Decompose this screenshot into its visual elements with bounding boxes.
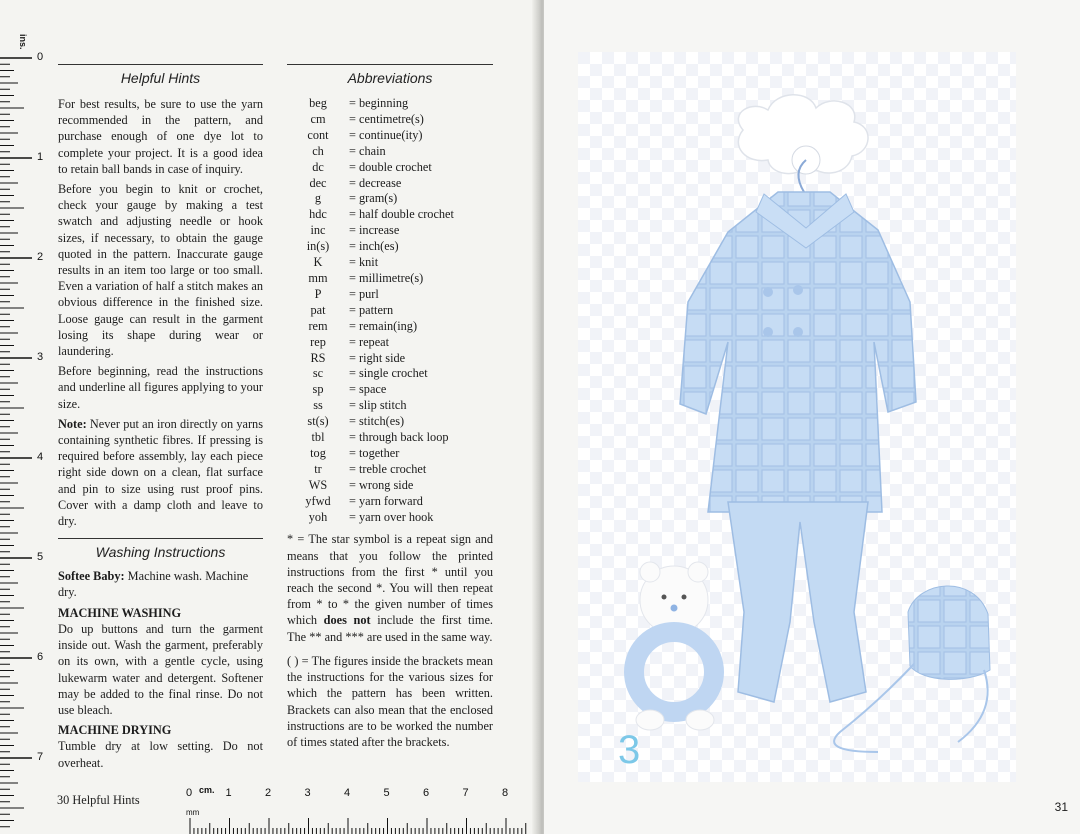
abbreviation-key: tog [310,445,326,460]
right-page-number: 31 [1054,800,1068,814]
abbreviation-row [287,351,493,367]
abbreviation-row [287,112,493,128]
abbreviation-meaning: = slip stitch [349,398,407,413]
baby-outfit-photo [578,52,1016,782]
brackets-explanation: ( ) = The figures inside the brackets mean the instructions for the various sizes for which the pattern has been written. Brackets can also mean that the enclosed instructions are to be worked the number of times stated after the brackets. [287,653,493,749]
inch-ruler-ticks [0,0,48,834]
inch-ruler-label: 1 [37,151,44,163]
abbreviation-row [287,223,493,239]
abbreviation-row [287,366,493,382]
baby-outfit-illustration [578,52,1016,782]
abbreviation-key: g [314,191,322,206]
machine-washing-heading: MACHINE WASHING [58,605,182,620]
abbreviation-key: WS [308,477,328,492]
abbreviation-meaning: = yarn forward [349,493,423,508]
washing-instructions-title: Washing Instructions [58,538,263,560]
cm-ruler-label: 0 [186,787,193,799]
abbreviation-key: pat [310,302,326,317]
abbreviation-row [287,207,493,223]
abbreviation-meaning: = wrong side [349,477,414,492]
abbreviation-meaning: = right side [349,350,406,365]
abbreviations-title: Abbreviations [287,64,493,86]
abbreviation-row [287,478,493,494]
inch-ruler-background [0,0,48,834]
brand-label: Softee Baby: [58,569,125,584]
cm-ruler-label: 2 [265,787,272,799]
abbreviation-key: yoh [308,509,328,524]
abbreviation-key: ss [313,398,323,413]
abbreviation-row [287,303,493,319]
abbreviation-key: P [314,286,322,301]
inch-ruler-label: 5 [37,551,44,563]
cm-ruler-units: cm. [199,785,215,795]
brand-text: Machine wash. Machine dry. [58,569,249,600]
abbreviations-table [287,96,493,525]
abbreviation-meaning: = millimetre(s) [349,270,424,285]
left-page [0,0,538,834]
abbreviation-row [287,430,493,446]
hint-paragraph-gauge: Before you begin to knit or crochet, check your gauge by making a test swatch and adjusting needle or hook sizes, if necessary, to obtain the gauge quoted in the pattern. Inaccurate gauge results in an item too large or too small. Even a variation of half a stitch makes an obvious difference in the finished size. Loose gauge can result in the garment losing its shape during wear or laundering. [58,182,263,359]
abbreviation-key: dec [309,175,327,190]
abbreviation-key: K [313,255,323,270]
abbreviation-row [287,144,493,160]
abbreviation-row [287,462,493,478]
abbreviation-meaning: = inch(es) [349,239,399,254]
brand-washing [58,568,263,600]
photo-number: 3 [618,728,641,772]
machine-drying-heading: MACHINE DRYING [58,723,172,738]
abbreviation-meaning: = knit [349,255,379,270]
abbreviation-key: st(s) [307,414,329,429]
hint-paragraph-yarn: For best results, be sure to use the yarn recommended in the pattern, and purchase enough of one dye lot to complete your project. It is a good idea to retain ball bands in case of inquiry. [58,97,263,176]
left-page-footer: 30 Helpful Hints [57,793,140,807]
abbreviation-meaning: = space [349,382,387,397]
star-explanation [287,531,493,644]
inch-ruler-units: ins. [18,34,28,50]
cm-ruler-label: 6 [423,787,430,799]
abbreviation-row [287,382,493,398]
cm-ruler-label: 4 [344,787,351,799]
abbreviation-key: rem [308,318,328,333]
abbreviation-key: cm [310,111,326,126]
inch-ruler-label: 0 [37,51,44,63]
abbreviation-key: sp [312,382,324,397]
abbreviation-key: mm [308,270,328,285]
star-text-bold: does not [323,613,371,628]
abbreviation-meaning: = centimetre(s) [349,111,424,126]
abbreviation-meaning: = decrease [349,175,402,190]
abbreviation-meaning: = beginning [349,96,409,110]
abbreviation-row [287,239,493,255]
cm-ruler-label: 1 [225,787,232,799]
cm-ruler-label: 8 [502,787,509,799]
abbreviation-meaning: = together [349,445,400,460]
cm-ruler-label: 5 [383,787,390,799]
mm-ruler-units: mm [186,808,200,817]
abbreviation-key: RS [310,350,326,365]
abbreviation-row [287,510,493,526]
abbreviation-row [287,494,493,510]
machine-drying-text: Tumble dry at low setting. Do not overheat. [58,739,263,770]
hint-paragraph-instructions: Before beginning, read the instructions and underline all figures applying to your size. [58,364,263,411]
abbreviation-row [287,176,493,192]
abbreviation-key: sc [312,366,324,381]
abbreviation-row [287,319,493,335]
abbreviation-row [287,414,493,430]
abbreviation-meaning: = through back loop [349,430,449,445]
abbreviation-key: tr [314,461,322,476]
abbreviation-key: ch [312,143,324,158]
abbreviation-meaning: = treble crochet [349,461,427,476]
helpful-hints-title: Helpful Hints [58,64,263,86]
abbreviation-meaning: = increase [349,223,400,238]
abbreviation-row [287,287,493,303]
abbreviation-meaning: = double crochet [349,159,432,174]
abbreviation-meaning: = pattern [349,302,394,317]
cm-ruler-label: 7 [462,787,469,799]
abbreviation-row [287,255,493,271]
abbreviation-key: cont [307,127,329,142]
right-column [287,64,493,754]
abbreviation-meaning: = chain [349,143,386,158]
abbreviation-meaning: = remain(ing) [349,318,418,333]
right-page [544,0,1080,834]
abbreviation-meaning: = single crochet [349,366,428,381]
abbreviation-key: yfwd [305,493,331,508]
abbreviation-row [287,398,493,414]
inch-ruler-label: 3 [37,351,44,363]
cm-ruler-ticks [180,782,534,834]
abbreviation-meaning: = purl [349,286,379,301]
hint-note [58,416,263,529]
abbreviation-meaning: = continue(ity) [349,127,423,142]
abbreviation-key: dc [312,159,324,174]
abbreviation-row [287,160,493,176]
note-label: Note: [58,416,87,431]
star-text-b: include the first time. The ** and *** are used in the same way. [287,613,493,644]
abbreviation-meaning: = repeat [349,334,390,349]
machine-washing-text: Do up buttons and turn the garment inside out. Wash the garment, preferably on its own, with a gentle cycle, using lukewarm water and detergent. Softener may be added to the final rinse. Do not use bleach. [58,621,263,717]
abbreviation-key: inc [310,223,326,238]
inch-ruler-label: 6 [37,651,44,663]
abbreviation-row [287,335,493,351]
abbreviation-key: tbl [311,430,325,445]
abbreviation-meaning: = gram(s) [349,191,398,206]
abbreviation-key: rep [310,334,326,349]
inch-ruler-label: 7 [37,751,44,763]
abbreviation-key: beg [309,96,327,110]
abbreviation-row [287,271,493,287]
abbreviation-key: in(s) [306,239,330,254]
abbreviation-row [287,191,493,207]
left-column [58,64,263,775]
abbreviation-meaning: = stitch(es) [349,414,405,429]
inch-ruler-label: 4 [37,451,44,463]
star-text-a: * = The star symbol is a repeat sign and means that you follow the printed instructions from the first * until you reach the second *. You will then repeat from * to * the given number of times which [287,532,493,628]
abbreviation-meaning: = yarn over hook [349,509,434,524]
abbreviation-meaning: = half double crochet [349,207,454,222]
inch-ruler [0,0,48,834]
abbreviation-row [287,446,493,462]
inch-ruler-label: 2 [37,251,44,263]
abbreviation-row [287,96,493,112]
note-text: Never put an iron directly on yarns containing synthetic fibres. If pressing is required before assembly, lay each piece right side down on a clean, flat surface and pin to size using rust proof pins. Cover with a damp cloth and leave to dry. [58,416,263,529]
cm-ruler [180,782,534,834]
cm-ruler-label: 3 [304,787,311,799]
abbreviation-row [287,128,493,144]
abbreviation-key: hdc [309,207,327,222]
